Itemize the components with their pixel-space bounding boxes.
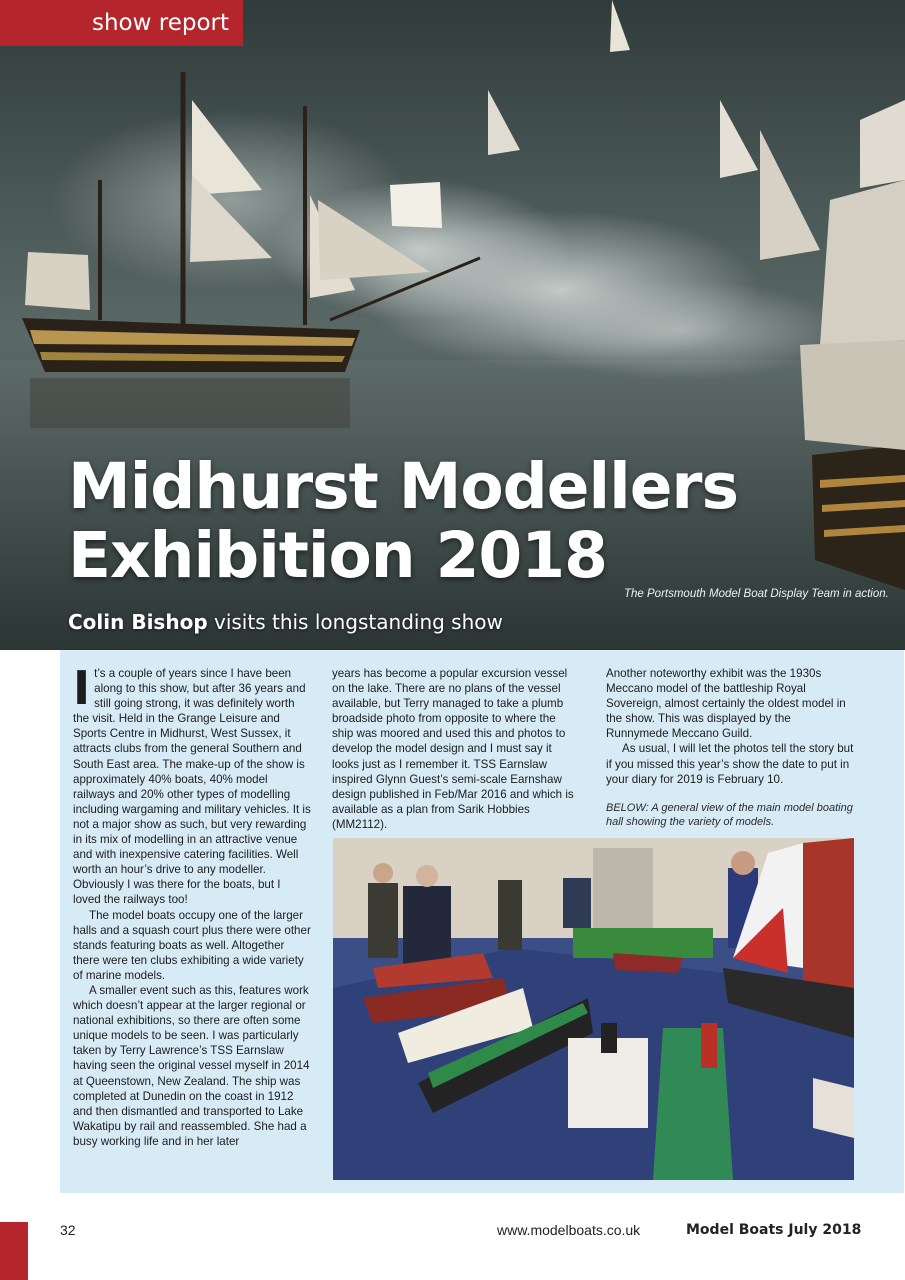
- article-column-3: [606, 666, 854, 829]
- byline: [68, 610, 503, 634]
- byline-description: visits this longstanding show: [207, 610, 503, 634]
- article-headline: [68, 452, 738, 590]
- drop-cap: I: [73, 661, 91, 715]
- article-paragraph: years has become a popular excursion vessel on the lake. There are no plans of the vessel available, but Terry managed to take a plumb broadside photo from opposite to where the ship was moored and used this and photos to develop the model design and I must say it looks just as I remember it. TSS Earnslaw inspired Glynn Guest’s semi-scale Earnshaw design published in Feb/Mar 2016 and which is available as a plan from Sarik Hobbies (MM2112).: [332, 667, 574, 831]
- footer-magazine-issue: Model Boats July 2018: [686, 1222, 862, 1238]
- model-boat-hall-image: [333, 838, 854, 1180]
- article-column-1: [73, 661, 311, 1149]
- article-paragraph: As usual, I will let the photos tell the story but if you missed this year’s show the date to put in your diary for 2019 is February 10.: [606, 742, 854, 786]
- byline-author: Colin Bishop: [68, 610, 208, 634]
- article-paragraph: Another noteworthy exhibit was the 1930s Meccano model of the battleship Royal Sovereign, almost certainly the oldest model in the show. This was displayed by the Runnymede Meccano Guild.: [606, 667, 846, 741]
- article-paragraph: A smaller event such as this, features work which doesn’t appear at the larger regional or national exhibitions, so there are often some unique models to be seen. I was particularly taken by Terry Lawrence’s TSS Earnslaw having seen the original vessel myself in 2014 at Queenstown, New Zealand. The ship was completed at Dunedin on the coast in 1912 and then dismantled and transported to Lake Wakatipu by rail and reassembled. She had a busy working life and in her later: [73, 983, 310, 1148]
- headline-line-2: Exhibition 2018: [68, 519, 607, 592]
- article-paragraph: The model boats occupy one of the larger halls and a squash court plus there were other stands featuring boats as well. Altogether there were ten clubs exhibiting a wide variety of marine models.: [73, 908, 311, 982]
- hero-photo-caption: The Portsmouth Model Boat Display Team in action.: [624, 588, 889, 600]
- footer-url[interactable]: www.modelboats.co.uk: [497, 1222, 641, 1238]
- footer-accent-bar: [0, 1222, 28, 1280]
- page-number: 32: [60, 1222, 76, 1238]
- article-paragraph: It’s a couple of years since I have been along to this show, but after 36 years and still going strong, it was definitely worth the visit. Held in the Grange Leisure and Sports Centre in Midhurst, West Sussex, it attracts clubs from the general Southern and South East area. The make-up of the show is approximately 40% boats, 40% model railways and 20% other types of modelling including wargaming and military vehicles. It is not a major show as such, but very rewarding in its mix of modelling in an attractive venue and with inexpensive catering facilities. Well worth an hour’s drive to any modeller. Obviously I was there for the boats, but I loved the railways too!: [73, 661, 311, 907]
- article-column-2: [332, 666, 577, 832]
- section-label: show report: [0, 0, 243, 46]
- photo-caption: BELOW: A general view of the main model boating hall showing the variety of models.: [606, 801, 853, 828]
- hall-photo: [333, 838, 854, 1180]
- headline-line-1: Midhurst Modellers: [68, 450, 738, 523]
